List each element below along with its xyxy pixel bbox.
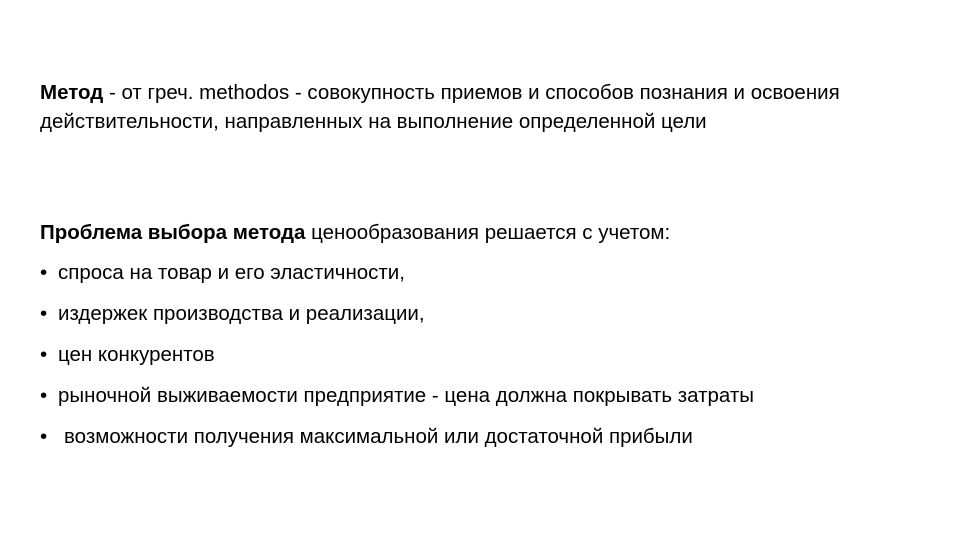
factor-item <box>40 299 920 328</box>
factor-text: цен конкурентов <box>58 343 215 366</box>
problem-term: Проблема выбора метода <box>40 221 306 244</box>
bullet-icon: • <box>40 261 48 284</box>
definition-paragraph <box>40 78 920 136</box>
definition-term: Метод <box>40 81 104 104</box>
factor-item <box>40 258 920 287</box>
factor-text: возможности получения максимальной или достаточной прибыли <box>64 425 693 448</box>
bullet-icon: • <box>40 384 48 407</box>
definition-text: - от греч. methodos - совокупность приемов и способов познания и освоения действительности, направленных на выполнение определенной цели <box>40 81 840 133</box>
factor-item <box>40 381 888 410</box>
factor-item <box>40 340 920 369</box>
bullet-icon: • <box>40 302 48 325</box>
factor-text: издержек производства и реализации, <box>58 302 425 325</box>
bullet-icon: • <box>40 343 48 366</box>
problem-statement <box>40 218 920 247</box>
problem-text: ценообразования решается с учетом: <box>305 221 671 244</box>
factor-text: рыночной выживаемости предприятие - цена должна покрывать затраты <box>58 384 754 407</box>
factors-list <box>40 258 920 463</box>
factor-text: спроса на товар и его эластичности, <box>58 261 405 284</box>
bullet-icon: • <box>40 425 48 448</box>
factor-item <box>40 422 920 451</box>
